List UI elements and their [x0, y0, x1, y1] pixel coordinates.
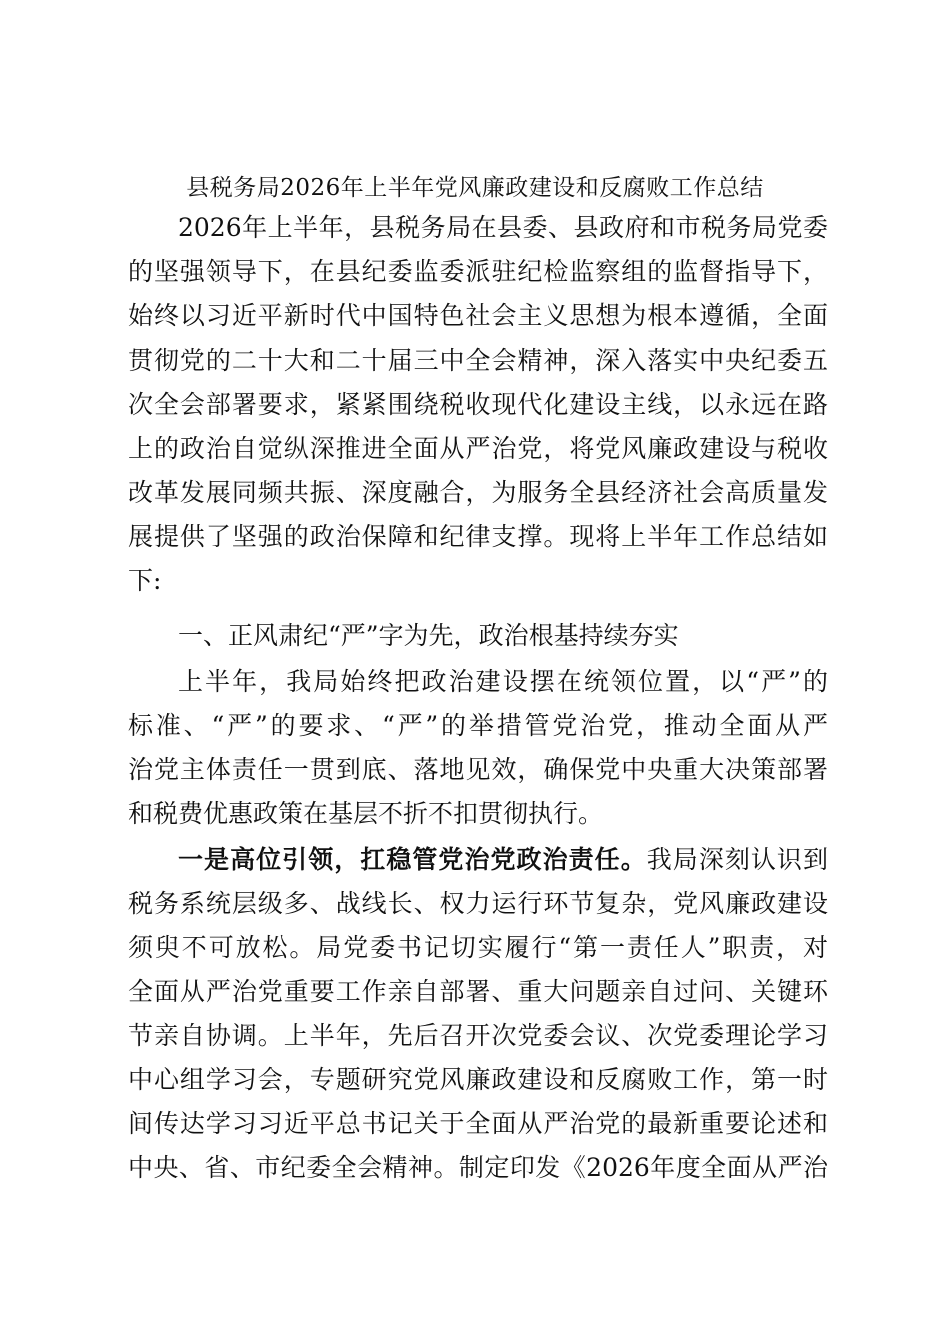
intro-line-9: 下: — [128, 566, 162, 595]
intro-line-1: 2026年上半年，县税务局在县委、县政府和市税务局党委 — [178, 213, 828, 242]
point1-bold-lead: 一是高位引领，扛稳管党治党政治责任。 — [178, 845, 647, 874]
section1-heading: 一、正风肃纪“严”字为先，政治根基持续夯实 — [178, 621, 679, 650]
point1-line-8: 中央、省、市纪委全会精神。制定印发《2026年度全面从严治 — [128, 1153, 828, 1182]
point1-line-2: 税务系统层级多、战线长、权力运行环节复杂，党风廉政建设 — [128, 889, 828, 918]
point1-line-3: 须臾不可放松。局党委书记切实履行“第一责任人”职责，对 — [128, 933, 828, 962]
point1-line-5: 节亲自协调。上半年，先后召开次党委会议、次党委理论学习 — [128, 1021, 828, 1050]
section1-line-1: 上半年，我局始终把政治建设摆在统领位置，以“严”的 — [178, 667, 828, 696]
point1-line-7: 间传达学习习近平总书记关于全面从严治党的最新重要论述和 — [128, 1109, 828, 1138]
intro-line-7: 改革发展同频共振、深度融合，为服务全县经济社会高质量发 — [128, 478, 828, 507]
intro-line-3: 始终以习近平新时代中国特色社会主义思想为根本遵循，全面 — [128, 301, 828, 330]
section1-line-3: 治党主体责任一贯到底、落地见效，确保党中央重大决策部署 — [128, 755, 828, 784]
intro-line-4: 贯彻党的二十大和二十届三中全会精神，深入落实中央纪委五 — [128, 346, 828, 375]
point1-lead-rest: 我局深刻认识到 — [646, 845, 828, 874]
intro-line-5: 次全会部署要求，紧紧围绕税收现代化建设主线，以永远在路 — [128, 390, 828, 419]
intro-line-6: 上的政治自觉纵深推进全面从严治党，将党风廉政建设与税收 — [128, 434, 828, 463]
section1-line-4: 和税费优惠政策在基层不折不扣贯彻执行。 — [128, 799, 604, 828]
intro-line-8: 展提供了坚强的政治保障和纪律支撑。现将上半年工作总结如 — [128, 522, 828, 551]
intro-line-2: 的坚强领导下，在县纪委监委派驻纪检监察组的监督指导下， — [128, 257, 828, 286]
point1-line-4: 全面从严治党重要工作亲自部署、重大问题亲自过问、关键环 — [128, 977, 828, 1006]
point1-line-6: 中心组学习会，专题研究党风廉政建设和反腐败工作，第一时 — [128, 1065, 828, 1094]
document-title: 县税务局2026年上半年党风廉政建设和反腐败工作总结 — [186, 175, 764, 201]
section1-line-2: 标准、“严”的要求、“严”的举措管党治党，推动全面从严 — [128, 711, 828, 740]
point1-line-1 — [178, 838, 828, 882]
